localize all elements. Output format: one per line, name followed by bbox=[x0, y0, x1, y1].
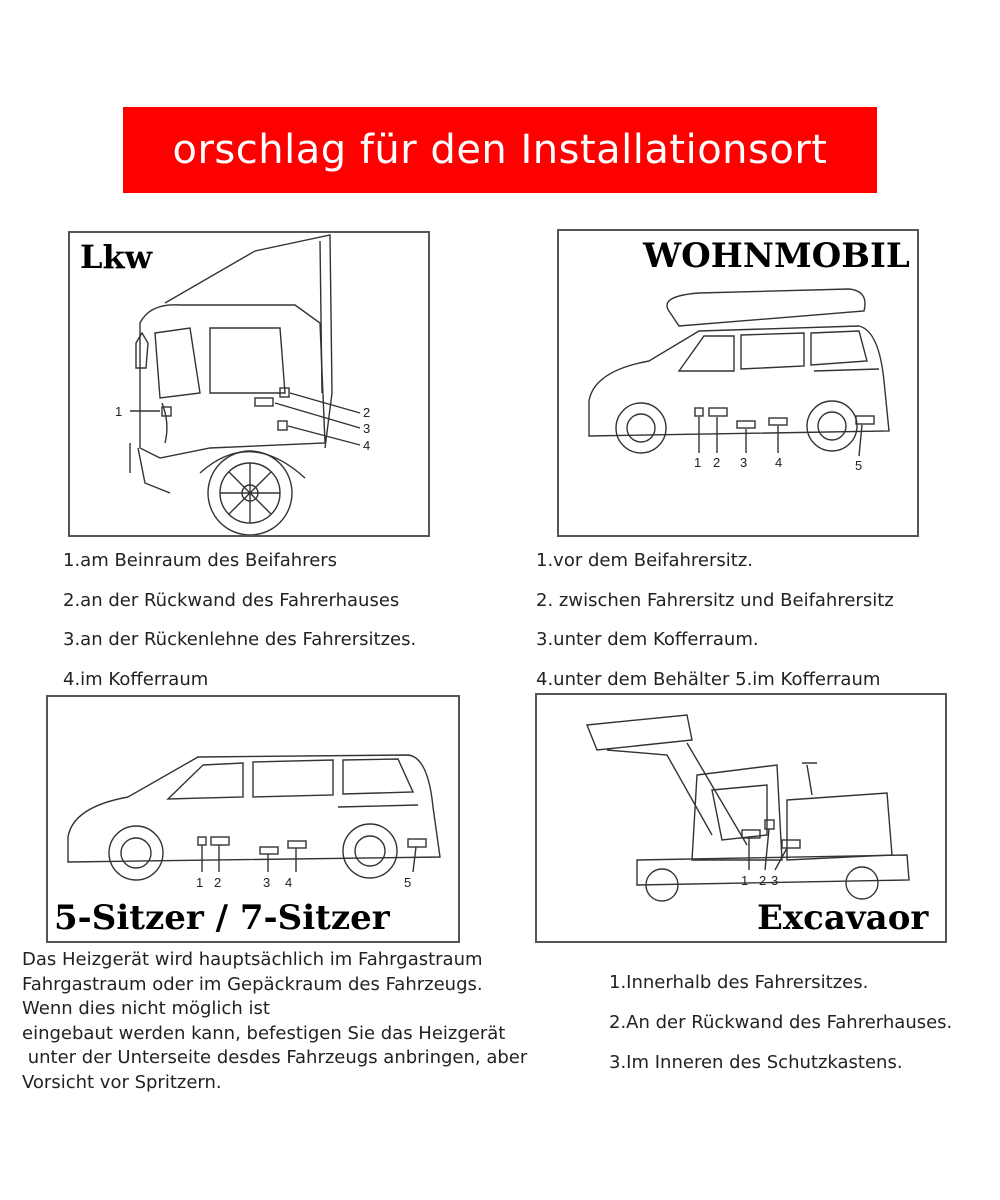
list-item: 4.im Kofferraum bbox=[63, 668, 209, 690]
marker-3: 3 bbox=[263, 875, 271, 890]
list-item: 3.unter dem Kofferraum. bbox=[536, 629, 759, 650]
list-item: 2. zwischen Fahrersitz und Beifahrersitz bbox=[536, 589, 894, 611]
panel-lkw bbox=[68, 231, 430, 537]
truck-illustration bbox=[70, 233, 428, 535]
marker-4: 4 bbox=[775, 455, 783, 470]
list-item: 3.an der Rückenlehne des Fahrersitzes. bbox=[63, 629, 417, 650]
marker-1: 1 bbox=[694, 455, 702, 470]
banner-title: orschlag für den Installationsort bbox=[172, 127, 828, 173]
marker-3: 3 bbox=[771, 873, 779, 888]
sitzer-description bbox=[22, 948, 592, 1095]
panel-wohnmobil bbox=[557, 229, 919, 537]
van-illustration bbox=[559, 231, 917, 535]
list-item: 1.vor dem Beifahrersitz. bbox=[536, 550, 754, 571]
wohnmobil-location-list bbox=[536, 541, 894, 699]
marker-2: 2 bbox=[713, 455, 721, 470]
marker-1: 1 bbox=[196, 875, 204, 890]
marker-1: 1 bbox=[741, 873, 749, 888]
marker-2: 2 bbox=[363, 405, 371, 420]
panel-title-excavator: Excavaor bbox=[757, 898, 929, 938]
marker-3: 3 bbox=[740, 455, 748, 470]
marker-1: 1 bbox=[115, 404, 123, 419]
paragraph-line: Fahrgastraum oder im Gepäckraum des Fahrzeugs. bbox=[22, 973, 483, 995]
paragraph-line: unter der Unterseite desdes Fahrzeugs anbringen, aber bbox=[22, 1047, 528, 1068]
lkw-location-list bbox=[63, 541, 416, 699]
excavator-location-list bbox=[609, 963, 952, 1083]
list-item: 1.Innerhalb des Fahrersitzes. bbox=[609, 972, 869, 993]
list-item: 1.am Beinraum des Beifahrers bbox=[63, 550, 338, 571]
paragraph-line: Das Heizgerät wird hauptsächlich im Fahrgastraum bbox=[22, 949, 483, 970]
marker-2: 2 bbox=[214, 875, 222, 890]
panel-excavator bbox=[535, 693, 947, 943]
paragraph-line: eingebaut werden kann, befestigen Sie das Heizgerät bbox=[22, 1022, 506, 1044]
marker-2: 2 bbox=[759, 873, 767, 888]
list-item: 4.unter dem Behälter 5.im Kofferraum bbox=[536, 668, 881, 690]
panel-title-lkw: Lkw bbox=[80, 238, 153, 276]
panel-sitzer bbox=[46, 695, 460, 943]
paragraph-line: Vorsicht vor Spritzern. bbox=[22, 1071, 222, 1093]
marker-3: 3 bbox=[363, 421, 371, 436]
marker-4: 4 bbox=[363, 438, 371, 453]
panel-title-sitzer: 5-Sitzer / 7-Sitzer bbox=[54, 898, 390, 938]
wohnmobil-marker-labels bbox=[694, 455, 862, 473]
marker-4: 4 bbox=[285, 875, 293, 890]
excavator-marker-labels bbox=[741, 873, 778, 888]
list-item: 2.An der Rückwand des Fahrerhauses. bbox=[609, 1012, 953, 1033]
title-banner bbox=[123, 107, 877, 193]
paragraph-line: Wenn dies nicht möglich ist bbox=[22, 998, 270, 1019]
marker-5: 5 bbox=[404, 875, 412, 890]
panel-title-wohnmobil: WOHNMOBIL bbox=[643, 236, 910, 276]
list-item: 2.an der Rückwand des Fahrerhauses bbox=[63, 589, 400, 611]
marker-5: 5 bbox=[855, 458, 863, 473]
list-item: 3.Im Inneren des Schutzkastens. bbox=[609, 1052, 903, 1073]
sitzer-marker-labels bbox=[196, 875, 411, 890]
